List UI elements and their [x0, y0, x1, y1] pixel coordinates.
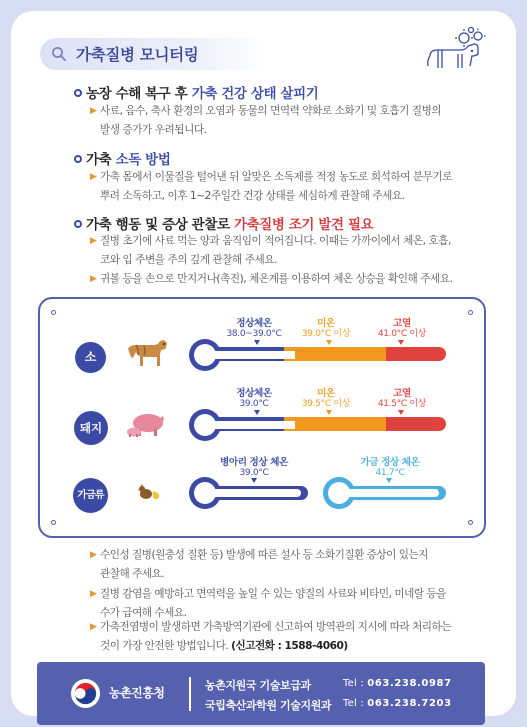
- dept-1: 농촌지원국 기술보급과: [205, 679, 311, 692]
- tel-label: Tel :: [343, 698, 368, 709]
- adult-normal-label: 가금 정상 체온: [360, 457, 420, 468]
- section-heading-recovery: [74, 82, 318, 102]
- arrow-bullet-icon: ▶: [90, 622, 97, 632]
- taegeuk-logo-icon: [70, 678, 101, 709]
- bullet-ring-icon: [74, 220, 82, 228]
- heading-text: 가축 행동 및 증상 관찰로: [86, 217, 234, 233]
- tel-label: Tel :: [343, 678, 368, 689]
- adult-normal-value: 41.7°C: [375, 468, 405, 478]
- section-heading-disinfection: [74, 148, 170, 168]
- org-name: 농촌진흥청: [109, 686, 165, 700]
- cow-virus-icon: [424, 26, 488, 76]
- search-icon: [50, 45, 68, 63]
- report-phone: (신고전화 : 1588-4060): [231, 640, 348, 652]
- arrow-bullet-icon: ▶: [90, 589, 97, 599]
- arrow-bullet-icon: ▶: [90, 172, 97, 182]
- heading-text: 가축: [86, 152, 116, 168]
- bullet-ring-icon: [74, 89, 82, 97]
- bullet-contamination: [90, 102, 485, 140]
- note-waterborne: [90, 546, 485, 584]
- pig-high-label: 고열: [393, 388, 411, 399]
- chick-normal-value: 39.0°C: [239, 468, 269, 478]
- bullet-disinfection: [90, 168, 485, 206]
- pig-mild-value: 39.5°C 이상: [301, 399, 351, 409]
- animal-badge-pig: 돼지: [74, 411, 108, 445]
- bullet-line: 뿌려 소독하고, 이후 1~2주일간 건강 상태를 세심하게 관찰해 주세요.: [100, 190, 405, 202]
- corner-dot: [51, 520, 56, 525]
- tel-number: 063.238.7203: [367, 698, 452, 709]
- heading-text: 농장 수해 복구 후: [86, 86, 192, 102]
- note-line: 관찰해 주세요.: [100, 568, 165, 580]
- footer-divider: [189, 677, 191, 711]
- bullet-line: 사료, 음수, 축사 환경의 오염과 동물의 면역력 약화로 소화기 및 호흡기 질병의: [100, 105, 442, 117]
- cow-mild-value: 39.0°C 이상: [301, 329, 351, 339]
- animal-badge-cow: 소: [75, 342, 106, 373]
- bullet-palpation: [90, 270, 485, 289]
- heading-highlight: 가축 건강 상태 살피기: [191, 86, 319, 102]
- cow-thermometer: [188, 338, 450, 372]
- section-heading-observation: [74, 213, 373, 233]
- bullet-line: 질병 초기에 사료 먹는 양과 움직임이 적어집니다. 이때는 가까이에서 체온, 호흡,: [100, 235, 451, 247]
- corner-dot: [468, 310, 473, 315]
- note-line: 질병 감염을 예방하고 면역력을 높일 수 있는 양질의 사료와 비타민, 미네랄 등을: [100, 588, 446, 600]
- footer: [37, 662, 485, 725]
- note-line: 수인성 질병(원충성 질환 등) 발생에 따른 설사 등 소화기질환 증상이 있는지: [100, 549, 428, 561]
- note-line: 수가 급여해 수세요.: [100, 607, 187, 619]
- page-title: 가축질병 모니터링: [76, 46, 199, 64]
- note-report: [90, 618, 485, 656]
- bullet-early-signs: [90, 232, 485, 270]
- tel-2: [343, 698, 452, 709]
- note-line: 것이 가장 안전한 방법입니다.: [100, 640, 232, 652]
- arrow-bullet-icon: ▶: [90, 106, 97, 116]
- note-line: 가축전염병이 발생하면 가축방역기관에 신고하여 방역관의 지시에 따라 처리하는: [100, 621, 452, 633]
- poultry-thermometers: [188, 476, 450, 512]
- title-pill: [40, 38, 266, 70]
- arrow-bullet-icon: ▶: [90, 550, 97, 560]
- bullet-line: 귀볼 등을 손으로 만지거나(촉진), 체온계를 이용하여 체온 상승을 확인해 주세요.: [100, 273, 453, 285]
- cow-high-value: 41.0°C 이상: [377, 329, 427, 339]
- heading-highlight: 가축질병 조기 발견 필요: [233, 217, 374, 233]
- pig-normal-label: 정상체온: [236, 388, 272, 399]
- cow-high-label: 고열: [393, 318, 411, 329]
- animal-badge-poultry: 가금류: [73, 478, 108, 513]
- chick-normal-label: 병아리 정상 체온: [220, 457, 288, 468]
- chicken-icon: [136, 483, 162, 503]
- tel-number: 063.238.0987: [367, 678, 452, 689]
- arrow-bullet-icon: ▶: [90, 274, 97, 284]
- bullet-line: 가축 몸에서 이물질을 털어낸 뒤 알맞은 소독제를 적정 농도로 희석하여 분무기로: [100, 171, 453, 183]
- pig-high-value: 41.5°C 이상: [377, 399, 427, 409]
- corner-dot: [468, 520, 473, 525]
- bullet-line: 코와 입 주변을 주의 깊게 관찰해 주세요.: [100, 254, 277, 266]
- cow-icon: [124, 337, 170, 371]
- cow-normal-value: 38.0~39.0°C: [226, 329, 282, 339]
- arrow-bullet-icon: ▶: [90, 236, 97, 246]
- heading-highlight: 소독 방법: [115, 152, 171, 168]
- corner-dot: [51, 310, 56, 315]
- bullet-ring-icon: [74, 155, 82, 163]
- dept-2: 국립축산과학원 기술지원과: [205, 699, 332, 712]
- pig-thermometer: [188, 408, 450, 442]
- bullet-line: 발생 증가가 우려됩니다.: [100, 124, 207, 136]
- pig-normal-value: 39.0°C: [239, 399, 269, 409]
- pig-icon: [124, 410, 166, 438]
- tel-1: [343, 678, 452, 689]
- pig-mild-label: 미온: [317, 388, 335, 399]
- cow-mild-label: 미온: [317, 318, 335, 329]
- cow-normal-label: 정상체온: [236, 318, 272, 329]
